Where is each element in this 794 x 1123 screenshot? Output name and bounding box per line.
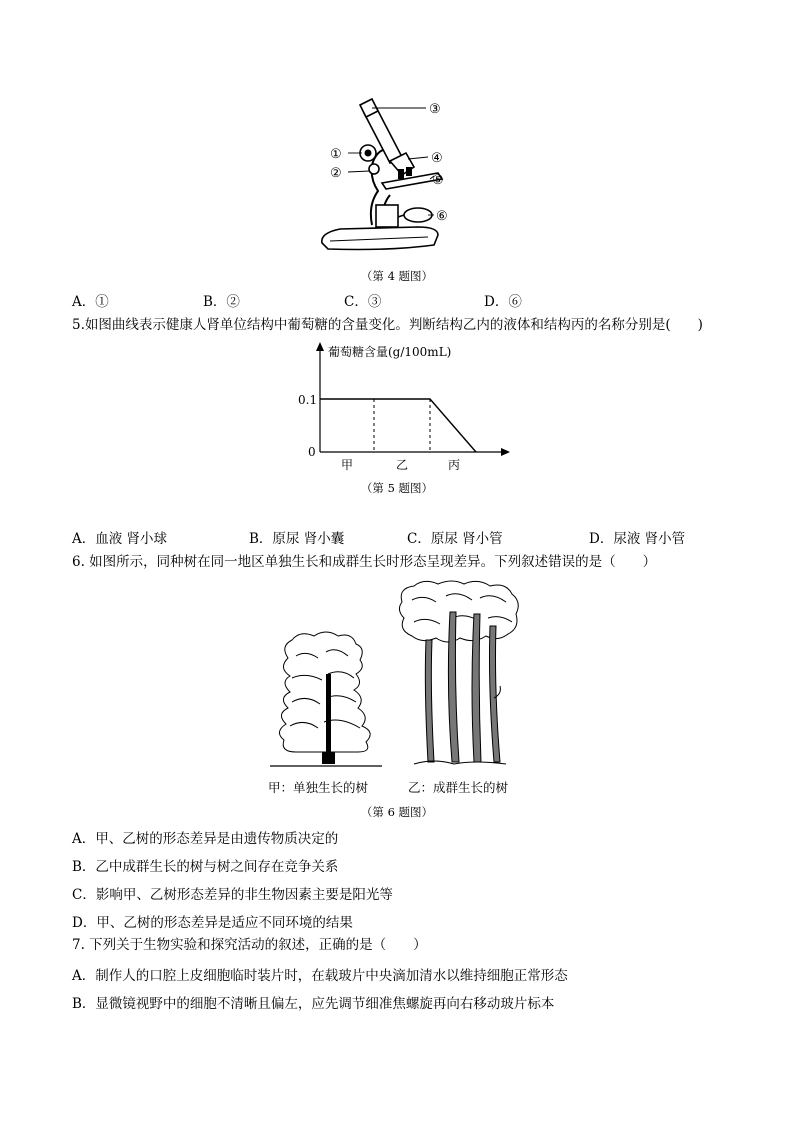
q7-option-b: B．显微镜视野中的细胞不清晰且偏左，应先调节细准焦螺旋再向右移动玻片标本: [72, 996, 555, 1012]
label-4: ④: [431, 151, 443, 166]
q5-option-b: B．原尿 肾小囊: [249, 531, 345, 547]
q6-option-a: A．甲、乙树的形态差异是由遗传物质决定的: [72, 831, 339, 847]
question-7-stem: 7. 下列关于生物实验和探究活动的叙述，正确的是（ ）: [72, 937, 427, 953]
q5-option-d: D．尿液 肾小管: [589, 531, 686, 547]
microscope-figure: [310, 95, 470, 255]
figure-6-caption: （第 6 题图）: [360, 805, 434, 819]
glucose-chart: [290, 338, 520, 478]
q5-option-c: C．原尿 肾小管: [407, 531, 503, 547]
question-6-stem: 6. 如图所示，同种树在同一地区单独生长和成群生长时形态呈现差异。下列叙述错误的是（ ）: [72, 554, 657, 570]
chart-series-line: [320, 399, 476, 452]
tree-jia-label: 甲：单独生长的树: [268, 780, 369, 795]
q6-option-b: B．乙中成群生长的树与树之间存在竞争关系: [72, 859, 339, 875]
label-6: ⑥: [436, 209, 448, 224]
chart-ylabel: 葡萄糖含量(g/100mL): [328, 345, 452, 359]
q7-option-a: A．制作人的口腔上皮细胞临时装片时，在载玻片中央滴加清水以维持细胞正常形态: [72, 968, 568, 984]
label-2: ②: [330, 166, 342, 181]
chart-ytick-0: 0: [308, 445, 316, 459]
q5-option-a: A．血液 肾小球: [72, 531, 168, 547]
question-5-stem: 5.如图曲线表示健康人肾单位结构中葡萄糖的含量变化。判断结构乙内的液体和结构丙的名称分别是( ): [72, 317, 703, 333]
q4-option-d: D．⑥: [484, 294, 522, 310]
chart-xlabel-bing: 丙: [448, 458, 461, 472]
q6-option-c: C．影响甲、乙树形态差异的非生物因素主要是阳光等: [72, 887, 393, 903]
tree-yi-drawing: [394, 578, 524, 772]
q4-option-a: A．①: [72, 294, 109, 310]
label-3: ③: [429, 102, 441, 117]
q4-option-c: C．③: [344, 294, 382, 310]
chart-xlabel-yi: 乙: [396, 458, 409, 472]
q6-option-d: D．甲、乙树的形态差异是适应不同环境的结果: [72, 915, 353, 931]
label-5: ⑤: [432, 173, 444, 188]
q4-option-b: B．②: [203, 294, 240, 310]
chart-xlabel-jia: 甲: [341, 458, 354, 472]
label-1: ①: [330, 147, 342, 162]
tree-yi-label: 乙：成群生长的树: [408, 780, 509, 795]
figure-4-caption: （第 4 题图）: [360, 269, 434, 283]
chart-ytick-0-1: 0.1: [298, 393, 318, 407]
figure-5-caption: （第 5 题图）: [360, 481, 434, 495]
tree-jia-drawing: [266, 628, 386, 772]
